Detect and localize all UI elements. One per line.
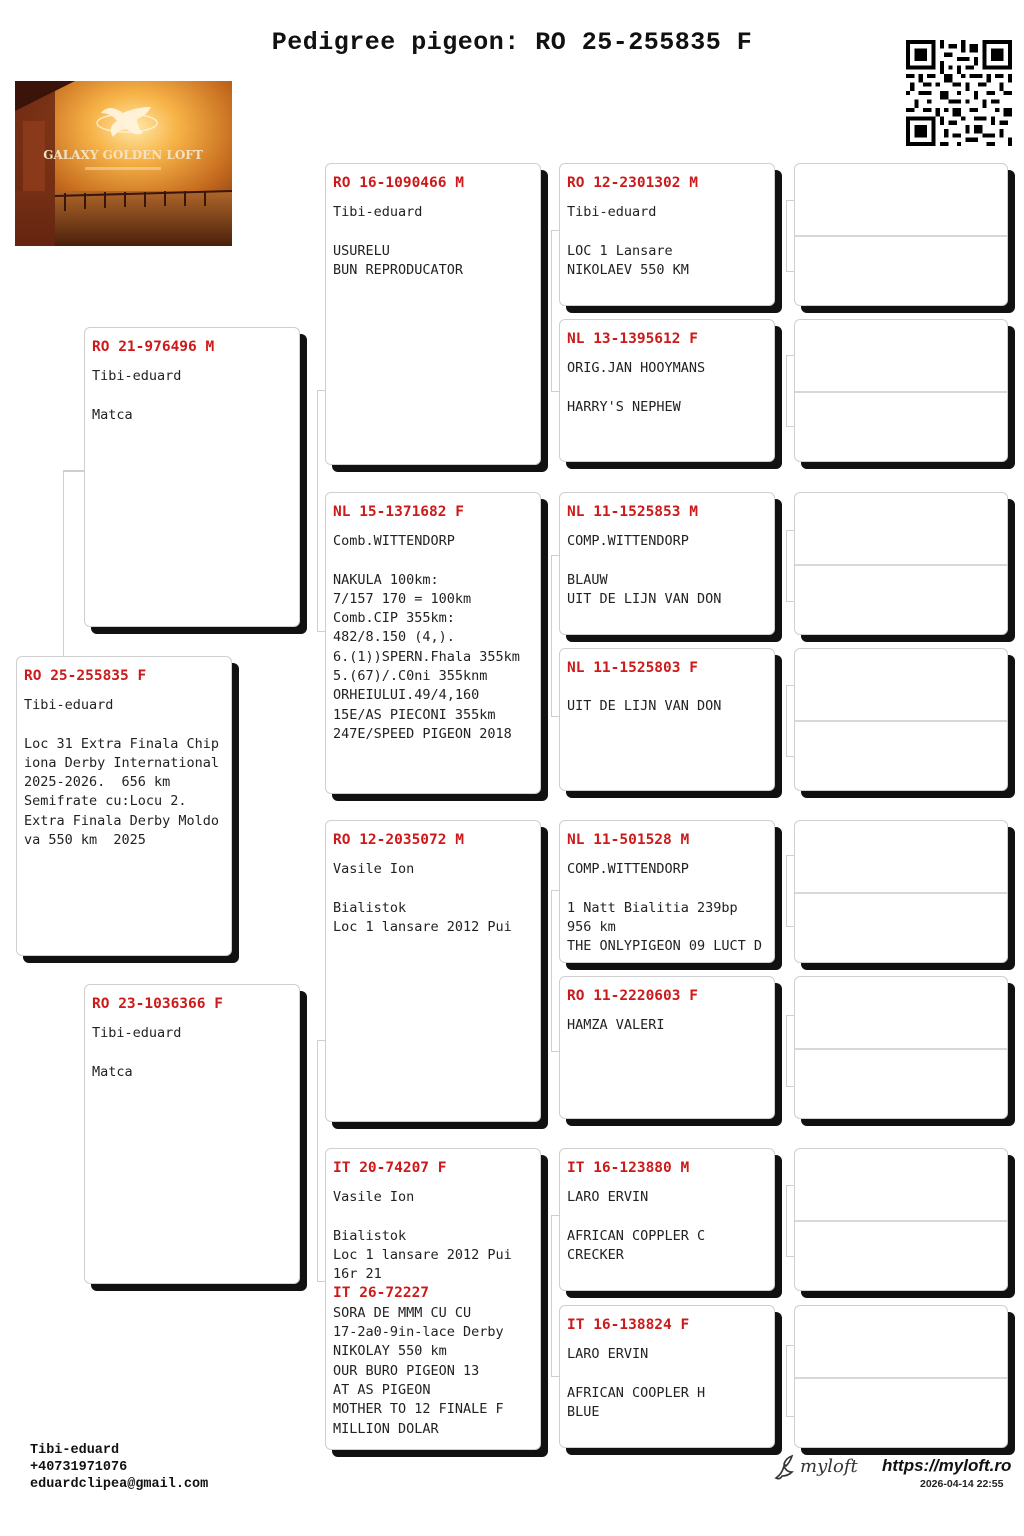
pigeon-note: Loc 1 lansare 2012 Pui (333, 918, 512, 935)
pigeon-note: 1 Natt Bialitia 239bp (567, 899, 738, 916)
pigeon-note: AFRICAN COOPLER H (567, 1384, 706, 1401)
pigeon-ring-id: IT 16-123880 M (567, 1160, 690, 1176)
pigeon-card-dss[interactable] (559, 820, 775, 963)
pigeon-card-dsd[interactable] (559, 976, 775, 1119)
pigeon-owner: LARO ERVIN (567, 1346, 649, 1363)
pigeon-note: OUR BURO PIGEON 13 (333, 1362, 480, 1379)
pigeon-ring-id: RO 12-2301302 M (567, 175, 698, 191)
pigeon-card-sss[interactable] (559, 163, 775, 306)
pigeon-ring-id: RO 21-976496 M (92, 339, 215, 355)
contact-name: Tibi-eduard (30, 1443, 120, 1458)
pigeon-card-sire-dam[interactable] (325, 492, 541, 794)
pigeon-note: 16r 21 (333, 1266, 382, 1283)
page-title: Pedigree pigeon: RO 25-255835 F (271, 28, 753, 57)
pigeon-logo-icon (772, 1454, 800, 1484)
pigeon-note: MOTHER TO 12 FINALE F (333, 1401, 504, 1418)
pigeon-card-empty[interactable] (794, 976, 1008, 1119)
pigeon-owner: Tibi-eduard (333, 204, 423, 221)
pigeon-note: Semifrate cu:Locu 2. (24, 793, 187, 810)
pigeon-card-dam-dam[interactable] (325, 1148, 541, 1450)
pigeon-ring-id: RO 12-2035072 M (333, 832, 464, 848)
pigeon-note: va 550 km 2025 (24, 832, 146, 849)
pigeon-card-sds[interactable] (559, 492, 775, 635)
pigeon-note: MILLION DOLAR (333, 1420, 439, 1437)
pigeon-note: 247E/SPEED PIGEON 2018 (333, 725, 512, 742)
pigeon-note: 2025-2026. 656 km (24, 774, 171, 791)
pigeon-ring-id: RO 23-1036366 F (92, 996, 223, 1012)
pigeon-ring-id: RO 11-2220603 F (567, 988, 698, 1004)
pigeon-note: CRECKER (567, 1246, 624, 1263)
pigeon-ring-id: IT 20-74207 F (333, 1160, 447, 1176)
myloft-brand (772, 1452, 1012, 1492)
pigeon-note: Bialistok (333, 1227, 407, 1244)
pigeon-card-ssd[interactable] (559, 319, 775, 462)
pigeon-note: HARRY'S NEPHEW (567, 398, 681, 415)
qr-code (906, 40, 1012, 146)
pigeon-note: UIT DE LIJN VAN DON (567, 698, 722, 715)
pigeon-note: 7/157 170 = 100km (333, 590, 472, 607)
pigeon-ring-id: NL 15-1371682 F (333, 504, 464, 520)
pigeon-note: ORHEIULUI.49/4,160 (333, 687, 480, 704)
pigeon-owner: Tibi-eduard (92, 1025, 182, 1042)
pigeon-note: NIKOLAEV 550 KM (567, 261, 689, 278)
pigeon-ring-id: NL 11-1525853 M (567, 504, 698, 520)
pigeon-note: Extra Finala Derby Moldo (24, 812, 220, 829)
pigeon-ring-id: NL 11-501528 M (567, 832, 690, 848)
pigeon-note: 482/8.150 (4,). (333, 629, 455, 646)
pigeon-owner: LARO ERVIN (567, 1189, 649, 1206)
pigeon-card-dam-sire[interactable] (325, 820, 541, 1122)
owner-contact (30, 1442, 208, 1493)
logo-text: GALAXY GOLDEN LOFT (43, 148, 203, 162)
pigeon-card-empty[interactable] (794, 648, 1008, 791)
pigeon-note: LOC 1 Lansare (567, 242, 673, 259)
pigeon-note: 15E/AS PIECONI 355km (333, 706, 496, 723)
pigeon-card-empty[interactable] (794, 1148, 1008, 1291)
pigeon-card-ddd[interactable] (559, 1305, 775, 1448)
pigeon-note: Bialistok (333, 899, 407, 916)
pigeon-note: 956 km (567, 918, 616, 935)
contact-phone[interactable]: +40731971076 (30, 1460, 128, 1475)
pigeon-note: iona Derby International (24, 754, 220, 771)
pigeon-ring-id: IT 16-138824 F (567, 1317, 690, 1333)
contact-email[interactable]: eduardclipea@gmail.com (30, 1477, 209, 1492)
pigeon-note: NAKULA 100km: (333, 571, 439, 588)
pigeon-owner: Tibi-eduard (24, 697, 114, 714)
pigeon-card-empty[interactable] (794, 492, 1008, 635)
pigeon-note: NIKOLAY 550 km (333, 1343, 447, 1360)
pigeon-ring-id: RO 16-1090466 M (333, 175, 464, 191)
pigeon-note: AT AS PIGEON (333, 1381, 431, 1398)
loft-logo-image (15, 81, 232, 246)
brand-name: myloft (800, 1456, 858, 1477)
pigeon-owner: COMP.WITTENDORP (567, 861, 689, 878)
pigeon-card-dam[interactable] (84, 984, 300, 1284)
pigeon-owner: Tibi-eduard (567, 204, 657, 221)
pigeon-owner: Tibi-eduard (92, 368, 182, 385)
pigeon-note: 5.(67)/.C0ni 355knm (333, 668, 488, 685)
pigeon-card-sdd[interactable] (559, 648, 775, 791)
pigeon-note: BUN REPRODUCATOR (333, 261, 464, 278)
pigeon-note: AFRICAN COPPLER C (567, 1227, 706, 1244)
pigeon-note: BLAUW (567, 571, 608, 588)
pigeon-card-empty[interactable] (794, 820, 1008, 963)
pigeon-ring-id: RO 25-255835 F (24, 668, 147, 684)
pigeon-note: Matca (92, 406, 133, 423)
pigeon-note: 17-2a0-9in-lace Derby (333, 1324, 504, 1341)
pigeon-note: Loc 31 Extra Finala Chip (24, 735, 220, 752)
pigeon-note: Matca (92, 1063, 133, 1080)
pigeon-owner: Vasile Ion (333, 861, 415, 878)
pigeon-card-sire-sire[interactable] (325, 163, 541, 465)
pigeon-owner: COMP.WITTENDORP (567, 533, 689, 550)
pigeon-card-dds[interactable] (559, 1148, 775, 1291)
pigeon-card-empty[interactable] (794, 163, 1008, 306)
pigeon-owner: Vasile Ion (333, 1189, 415, 1206)
pigeon-note: UIT DE LIJN VAN DON (567, 590, 722, 607)
pigeon-owner: HAMZA VALERI (567, 1017, 665, 1034)
pigeon-owner: ORIG.JAN HOOYMANS (567, 360, 706, 377)
pigeon-owner: Comb.WITTENDORP (333, 533, 455, 550)
pigeon-card-main[interactable] (16, 656, 232, 956)
print-timestamp: 2026-04-14 22:55 (920, 1478, 1004, 1490)
pigeon-card-sire[interactable] (84, 327, 300, 627)
pigeon-sibling-ring-id: IT 26-72227 (333, 1285, 430, 1302)
pigeon-note: Loc 1 lansare 2012 Pui (333, 1246, 512, 1263)
pigeon-ring-id: NL 13-1395612 F (567, 331, 698, 347)
pigeon-note: USURELU (333, 242, 390, 259)
pigeon-note: THE ONLYPIGEON 09 LUCT D (567, 938, 763, 955)
connector (63, 470, 84, 472)
pigeon-ring-id: NL 11-1525803 F (567, 660, 698, 676)
pigeon-note: Comb.CIP 355km: (333, 610, 455, 627)
brand-url[interactable]: https://myloft.ro (882, 1456, 1012, 1475)
pigeon-card-empty[interactable] (794, 1305, 1008, 1448)
pigeon-card-empty[interactable] (794, 319, 1008, 462)
pigeon-note: BLUE (567, 1403, 600, 1420)
pigeon-note: SORA DE MMM CU CU (333, 1304, 472, 1321)
pigeon-note: 6.(1))SPERN.Fhala 355km (333, 648, 520, 665)
